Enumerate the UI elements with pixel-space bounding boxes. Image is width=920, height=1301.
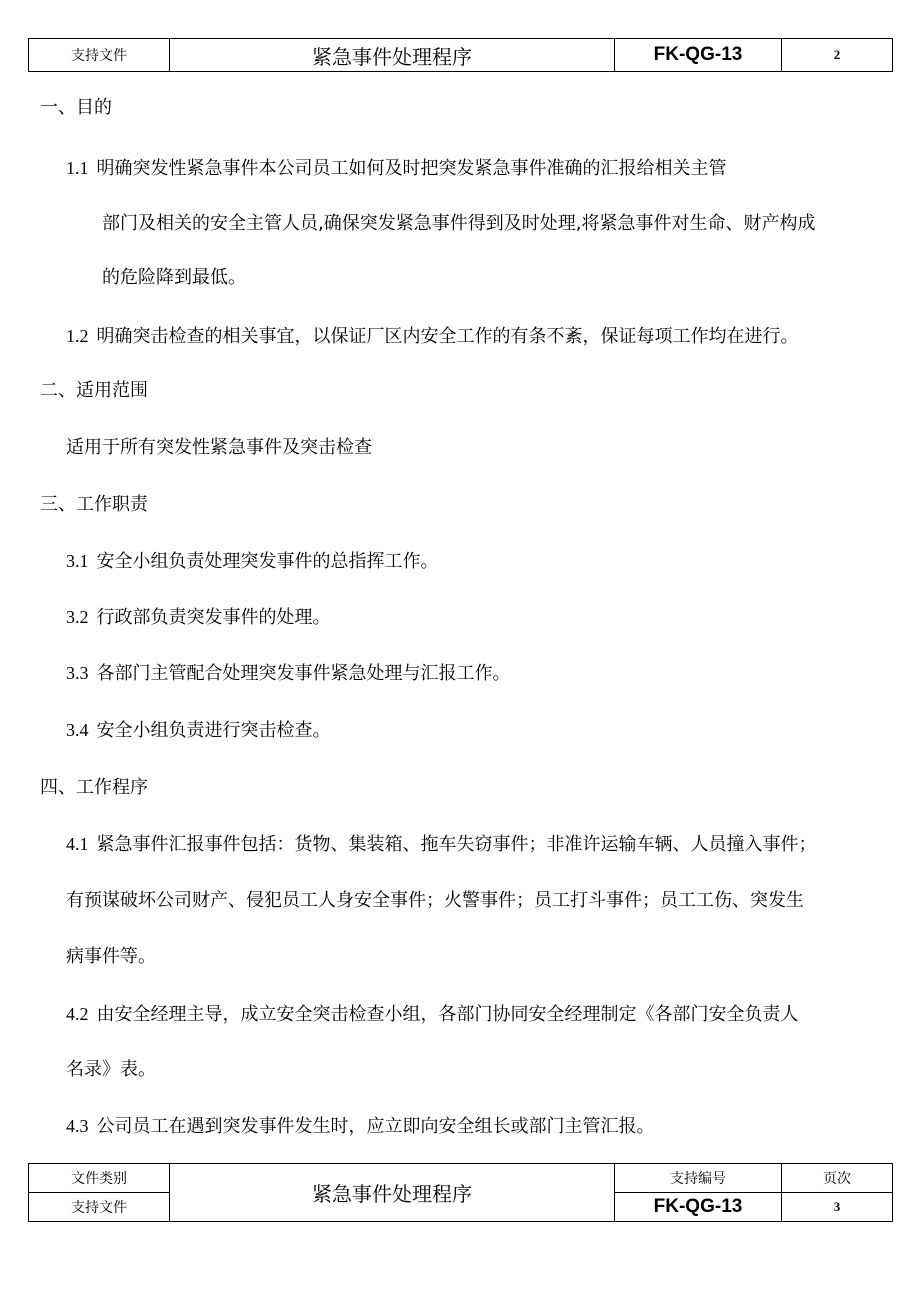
paragraph-4-3 bbox=[66, 1114, 655, 1139]
item-text: 安全小组负责处理突发事件的总指挥工作。 bbox=[96, 551, 439, 572]
item-number: 3.2 bbox=[66, 607, 89, 627]
footer-doc-type: 支持文件 bbox=[29, 1193, 170, 1222]
paragraph-4-1-line-3: 病事件等。 bbox=[66, 946, 156, 967]
header-table bbox=[28, 38, 893, 72]
item-text: 公司员工在遇到突发事件发生时，应立即向安全组长或部门主管汇报。 bbox=[96, 1116, 655, 1137]
item-number: 4.1 bbox=[66, 834, 89, 854]
item-text: 各部门主管配合处理突发事件紧急处理与汇报工作。 bbox=[96, 663, 511, 684]
duty-item bbox=[66, 605, 331, 630]
paragraph-4-2-line-2: 名录》表。 bbox=[66, 1059, 156, 1080]
section-heading-duties: 三、工作职责 bbox=[40, 494, 148, 515]
section-heading-procedure: 四、工作程序 bbox=[40, 777, 148, 798]
footer-label-type: 文件类别 bbox=[29, 1164, 170, 1193]
item-number: 1.1 bbox=[66, 158, 89, 178]
footer-code: FK-QG-13 bbox=[615, 1193, 782, 1222]
item-text: 由安全经理主导，成立安全突击检查小组，各部门协同安全经理制定《各部门安全负责人 bbox=[96, 1004, 799, 1025]
paragraph-1-1-line-1 bbox=[66, 156, 727, 181]
item-number: 3.1 bbox=[66, 551, 89, 571]
paragraph-1-1-line-3: 的危险降到最低。 bbox=[102, 267, 246, 288]
paragraph-4-1-line-1 bbox=[66, 832, 817, 857]
duty-item bbox=[66, 549, 439, 574]
item-text: 紧急事件汇报事件包括：货物、集装箱、拖车失窃事件；非准许运输车辆、人员撞入事件； bbox=[96, 834, 817, 855]
paragraph-4-2-line-1 bbox=[66, 1002, 799, 1027]
header-title: 紧急事件处理程序 bbox=[170, 39, 615, 72]
item-text: 行政部负责突发事件的处理。 bbox=[96, 607, 331, 628]
item-number: 4.2 bbox=[66, 1004, 89, 1024]
paragraph-4-1-line-2: 有预谋破坏公司财产、侵犯员工人身安全事件；火警事件；员工打斗事件；员工工伤、突发生 bbox=[66, 890, 804, 911]
footer-page-number: 3 bbox=[782, 1193, 893, 1222]
header-page-number: 2 bbox=[782, 39, 893, 72]
item-text: 安全小组负责进行突击检查。 bbox=[96, 720, 331, 741]
footer-label-code: 支持编号 bbox=[615, 1164, 782, 1193]
item-number: 4.3 bbox=[66, 1116, 89, 1136]
item-text: 明确突击检查的相关事宜，以保证厂区内安全工作的有条不紊，保证每项工作均在进行。 bbox=[96, 326, 799, 347]
item-number: 3.3 bbox=[66, 663, 89, 683]
duty-item bbox=[66, 661, 511, 686]
header-doc-type: 支持文件 bbox=[29, 39, 170, 72]
section-heading-scope: 二、适用范围 bbox=[40, 380, 148, 401]
duty-item bbox=[66, 718, 331, 743]
item-number: 1.2 bbox=[66, 326, 89, 346]
footer-table bbox=[28, 1163, 893, 1222]
footer-label-page: 页次 bbox=[782, 1164, 893, 1193]
item-text: 明确突发性紧急事件本公司员工如何及时把突发紧急事件准确的汇报给相关主管 bbox=[96, 158, 727, 179]
paragraph-1-2 bbox=[66, 324, 799, 349]
footer-title: 紧急事件处理程序 bbox=[170, 1164, 615, 1222]
section-heading-purpose: 一、目的 bbox=[40, 97, 112, 118]
header-code: FK-QG-13 bbox=[615, 39, 782, 72]
scope-text: 适用于所有突发性紧急事件及突击检查 bbox=[66, 437, 372, 458]
paragraph-1-1-line-2: 部门及相关的安全主管人员,确保突发紧急事件得到及时处理,将紧急事件对生命、财产构成 bbox=[102, 213, 816, 234]
item-number: 3.4 bbox=[66, 720, 89, 740]
